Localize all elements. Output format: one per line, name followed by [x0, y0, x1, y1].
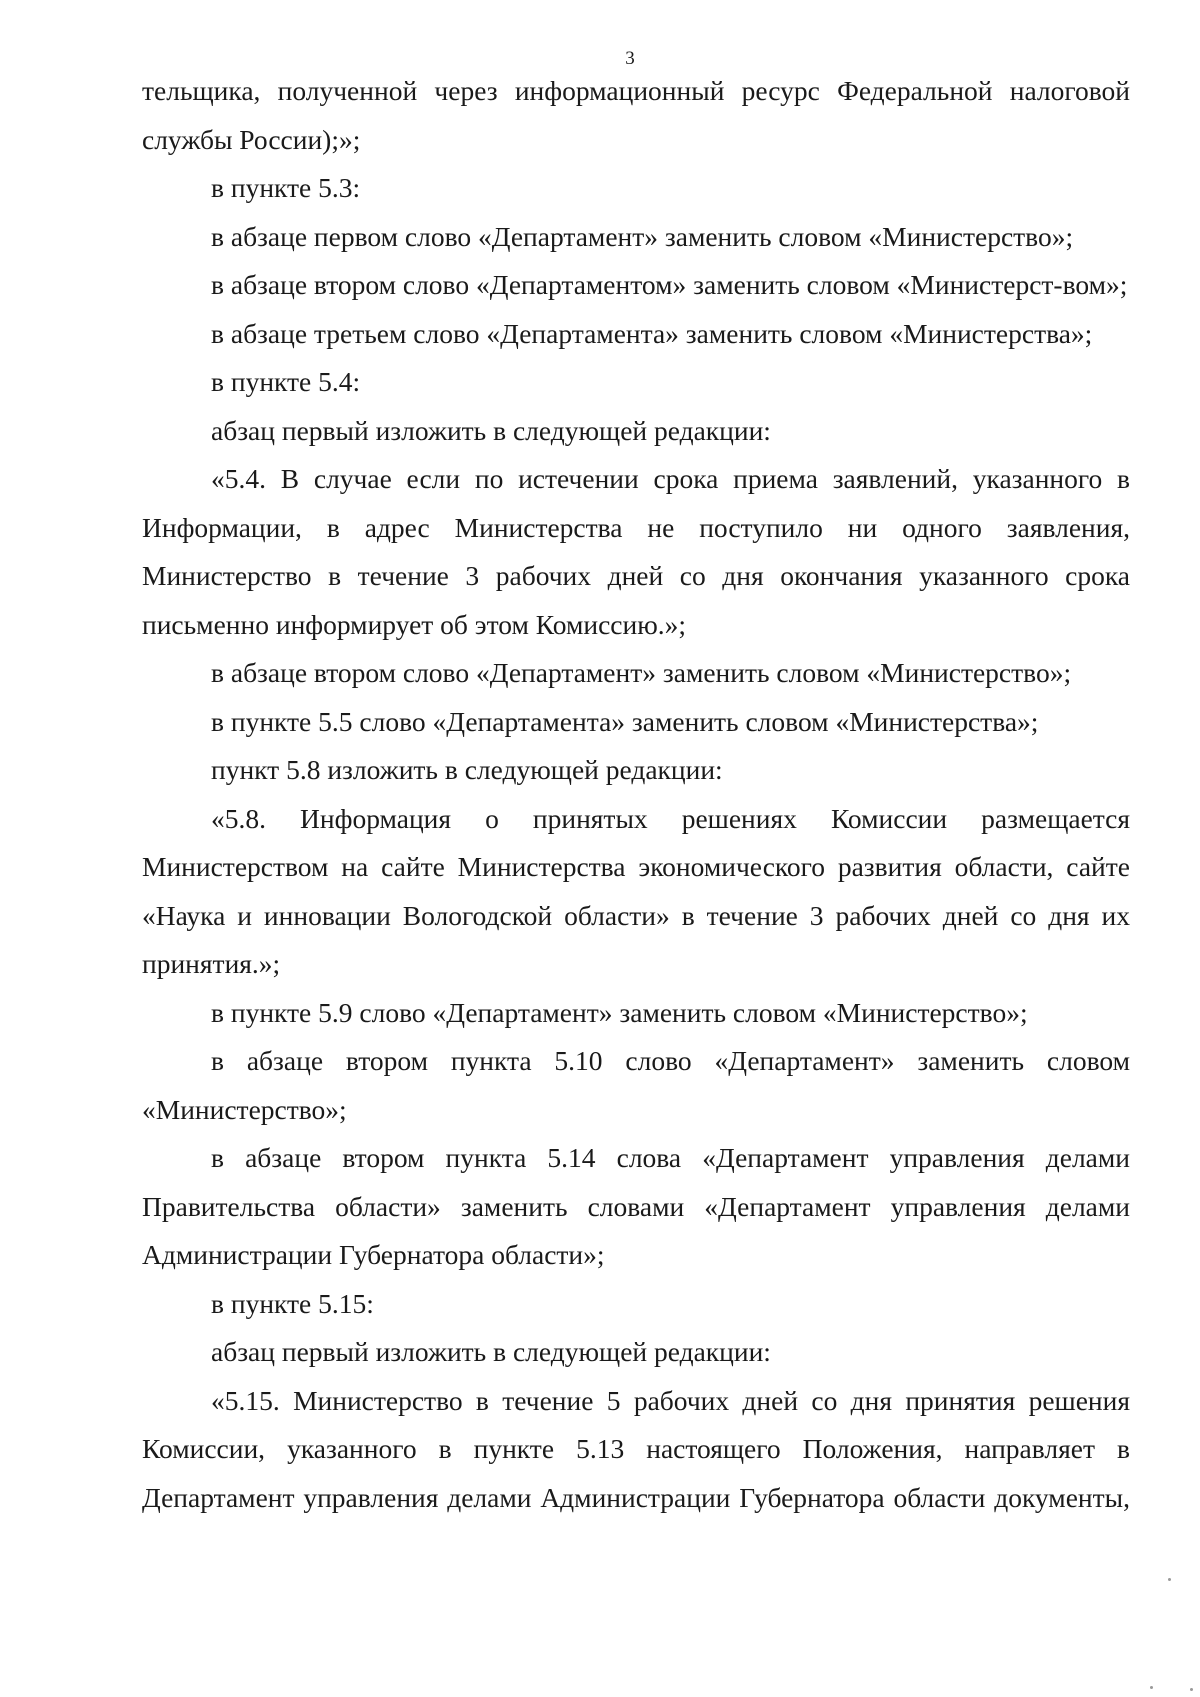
paragraph: в пункте 5.3:	[211, 172, 361, 203]
paragraph: пункт 5.8 изложить в следующей редакции:	[211, 754, 723, 785]
paragraph: в пункте 5.15:	[211, 1287, 374, 1319]
paragraph: в абзаце втором слово «Департамент» заменить словом «Министерство»;	[211, 657, 1072, 688]
paragraph: «5.4. В случае если по истечении срока приема заявлений, указанного в Информации, в адрес Министерства не поступило ни одного заявления, Министерство в течение 3 рабочих дней со дня окончания указанного срока письменно информирует об этом Комиссию.»;	[142, 463, 1130, 640]
paragraph: абзац первый изложить в следующей редакции:	[211, 414, 771, 446]
paragraph: в абзаце втором слово «Департаментом» заменить словом «Министерст-вом»;	[211, 269, 1128, 300]
paragraph: абзац первый изложить в следующей редакции:	[211, 1336, 771, 1367]
paragraph: в пункте 5.4:	[211, 366, 361, 397]
scan-artifact	[1190, 1688, 1193, 1691]
scan-artifact	[1150, 1686, 1153, 1689]
paragraph: «5.15. Министерство в течение 5 рабочих дней со дня принятия решения Комиссии, указанного в пункте 5.13 настоящего Положения, направляет в Департамент управления делами Администрации Губернатора области документы,	[142, 1384, 1130, 1513]
paragraph: «5.8. Информация о принятых решениях Комиссии размещается Министерством на сайте Министерства экономического развития области, сайте «Наука и инновации Вологодской области» в течение 3 рабочих дней со дня их принятия.»;	[142, 802, 1130, 979]
paragraph: в пункте 5.5 слово «Департамента» заменить словом «Министерства»;	[211, 705, 1039, 737]
paragraph: в абзаце втором пункта 5.10 слово «Департамент» заменить словом «Министерство»;	[142, 1045, 1130, 1125]
scan-artifact	[1168, 1578, 1171, 1581]
document-body	[142, 67, 1130, 1522]
paragraph: в абзаце третьем слово «Департамента» заменить словом «Министерства»;	[211, 317, 1093, 349]
paragraph: тельщика, полученной через информационный ресурс Федеральной налоговой службы России);»;	[142, 75, 1130, 155]
paragraph: в пункте 5.9 слово «Департамент» заменить словом «Министерство»;	[211, 996, 1028, 1028]
paragraph: в абзаце первом слово «Департамент» заменить словом «Министерство»;	[211, 220, 1074, 252]
page-number: 3	[625, 48, 635, 69]
paragraph: в абзаце втором пункта 5.14 слова «Департамент управления делами Правительства области» заменить словами «Департамент управления делами Администрации Губернатора области»;	[142, 1142, 1130, 1270]
